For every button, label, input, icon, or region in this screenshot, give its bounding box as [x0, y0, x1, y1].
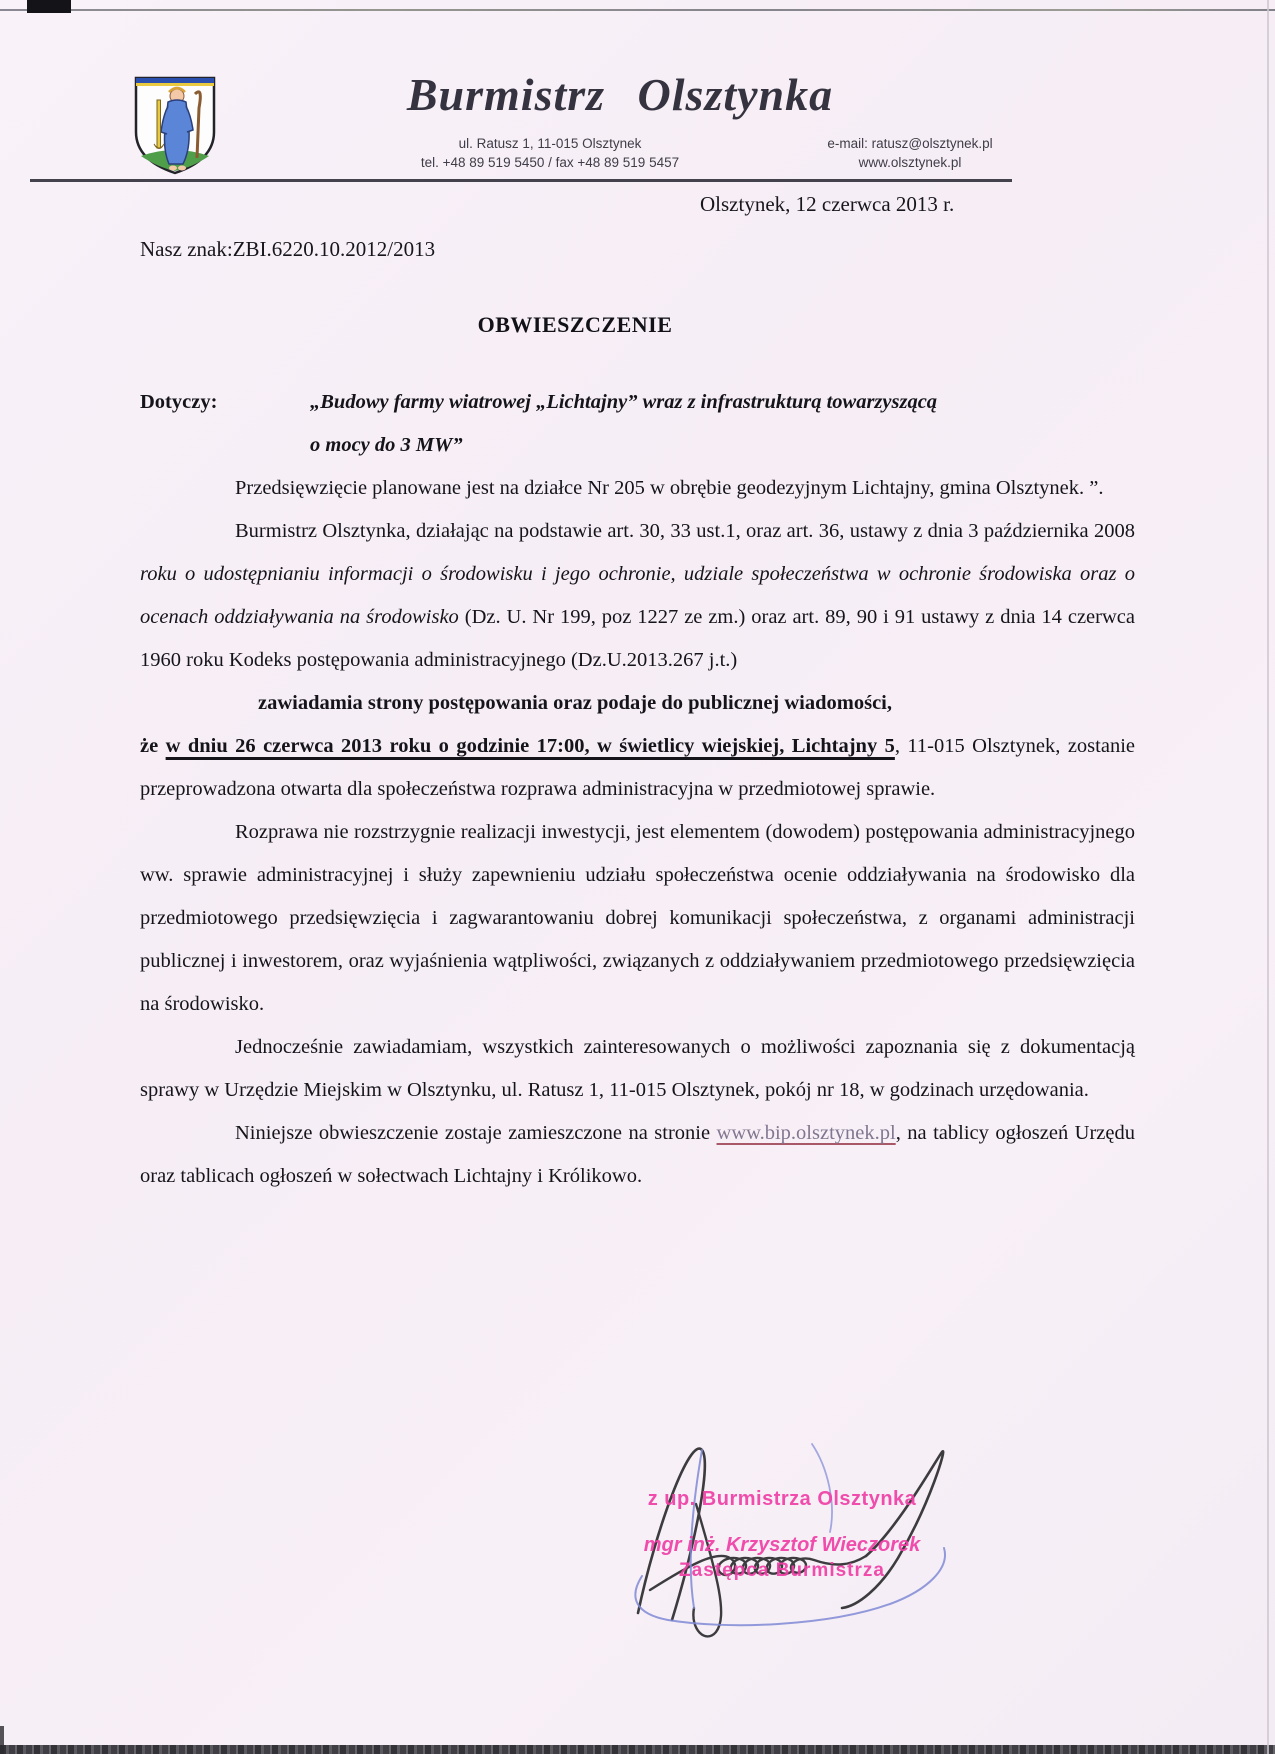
phone-line: tel. +48 89 519 5450 / fax +48 89 519 5457: [420, 155, 680, 170]
website-line: www.olsztynek.pl: [858, 155, 962, 170]
document-body: [140, 381, 1135, 1198]
subject-label: Dotyczy:: [140, 391, 218, 413]
hearing-prefix: że: [140, 735, 166, 757]
subject-block: [140, 381, 1135, 467]
paragraph-publication: [140, 1112, 1135, 1198]
hearing-date-place: w dniu 26 czerwca 2013 roku o godzinie 17:00, w świetlicy wiejskiej, Lichtajny 5: [165, 735, 895, 757]
publication-intro: Niniejsze obwieszczenie zostaje zamieszczone na stronie: [235, 1122, 717, 1144]
paragraph-documentation-access: Jednocześnie zawiadamiam, wszystkich zainteresowanych o możliwości zapoznania się z dokumentacją sprawy w Urzędzie Miejskim w Olsztynku, ul. Ratusz 1, 11-015 Olsztynek, pokój nr 18, w godzinach urzędowania.: [140, 1036, 1135, 1101]
scan-artifact-bottom-strip: [0, 1745, 1275, 1754]
email-line: e-mail: ratusz@olsztynek.pl: [827, 136, 993, 151]
legal-basis-act-title: roku o udostępnianiu informacji o środowisku i jego ochronie, udziale społeczeństwa w ochronie środowiska oraz o ocenach oddziaływania na środowisko: [140, 563, 1135, 628]
document-date: Olsztynek, 12 czerwca 2013 r.: [700, 192, 955, 216]
stamp-authority-line: z up. Burmistrza Olsztynka: [647, 1488, 917, 1510]
document-heading: OBWIESZCZENIE: [477, 312, 673, 337]
paragraph-project-location: Przedsięwzięcie planowane jest na działce Nr 205 w obrębie geodezyjnym Lichtajny, gmina Olsztynek. ”.: [235, 477, 1104, 499]
paragraph-legal-basis: [140, 510, 1135, 682]
letterhead-address: [375, 134, 725, 172]
notice-statement: zawiadamia strony postępowania oraz podaje do publicznej wiadomości,: [257, 692, 892, 714]
scan-artifact-corner-mark: [27, 0, 71, 13]
stamp-name-line: mgr inż. Krzysztof Wieczorek: [643, 1534, 921, 1556]
letterhead-title: Burmistrz Olsztynka: [406, 69, 834, 120]
scan-artifact-top-line: [0, 9, 1275, 11]
address-line: ul. Ratusz 1, 11-015 Olsztynek: [458, 136, 642, 151]
scan-artifact-left-mark: [0, 1726, 4, 1754]
legal-basis-references: (Dz. U. Nr 199, poz 1227 ze zm.) oraz art. 89, 90 i 91 ustawy z dnia 14 czerwca 1960 roku Kodeks postępowania administracyjnego (Dz.U.2013.267 j.t.): [140, 606, 1135, 671]
letterhead-divider: [30, 179, 1012, 182]
subject-text: [310, 381, 1135, 467]
official-stamp: [612, 1488, 952, 1582]
reference-number: Nasz znak:ZBI.6220.10.2012/2013: [140, 237, 436, 261]
letterhead-contact-online: [745, 134, 1075, 172]
subject-line-1: „Budowy farmy wiatrowej „Lichtajny” wraz z infrastrukturą towarzyszącą: [310, 391, 938, 413]
paragraph-hearing-details: [140, 725, 1135, 811]
stamp-title-line: Zastępca Burmistrza: [679, 1560, 885, 1581]
bip-website-link[interactable]: www.bip.olsztynek.pl: [716, 1122, 896, 1144]
legal-basis-intro: Burmistrz Olsztynka, działając na podstawie art. 30, 33 ust.1, oraz art. 36, ustawy z dnia 3 października 2008: [235, 520, 1135, 542]
paragraph-hearing-purpose: Rozprawa nie rozstrzygnie realizacji inwestycji, jest elementem (dowodem) postępowania administracyjnego ww. sprawie administracyjnej i służy zapewnieniu udziału społeczeństwa ocenie oddziaływania na środowisko dla przedmiotowego przedsięwzięcia i zagwarantowaniu dobrej komunikacji społeczeństwa, z organami administracji publicznej i inwestorem, oraz wyjaśnienia wątpliwości, związanych z oddziaływaniem przedmiotowego przedsięwzięcia na środowisko.: [140, 821, 1135, 1015]
olsztynek-coat-of-arms-icon: [133, 72, 217, 176]
scan-artifact-right-edge: [1267, 0, 1269, 1754]
hearing-rest: , 11-015 Olsztynek, zostanie przeprowadzona otwarta dla społeczeństwa rozprawa administracyjna w przedmiotowej sprawie.: [140, 735, 1135, 800]
subject-line-2: o mocy do 3 MW”: [310, 434, 463, 456]
publication-rest: , na tablicy ogłoszeń Urzędu oraz tablicach ogłoszeń w sołectwach Lichtajny i Królikowo.: [140, 1122, 1135, 1187]
